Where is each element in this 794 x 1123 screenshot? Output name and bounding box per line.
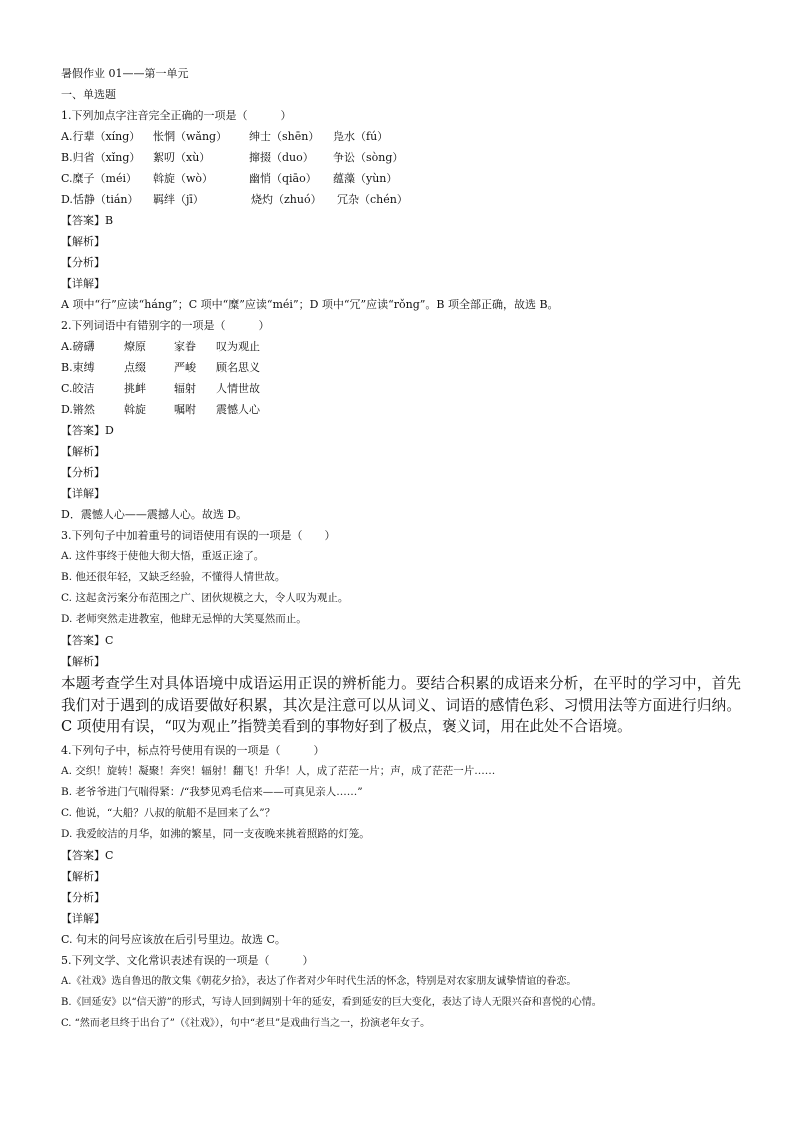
question-2-fenxi-label: 【分析】 bbox=[61, 466, 105, 479]
question-2-option-c: C.皎洁 挑衅 辐射 人情世故 bbox=[61, 382, 260, 395]
question-5-option-a: A.《社戏》选自鲁迅的散文集《朝花夕拾》，表达了作者对少年时代生活的怀念，特别是对农家朋友诚挚情谊的眷恋。 bbox=[61, 975, 577, 987]
question-2-answer: 【答案】D bbox=[61, 424, 114, 437]
question-1-answer: 【答案】B bbox=[61, 214, 114, 227]
question-5-option-b: B.《回延安》以“信天游”的形式，写诗人回到阔别十年的延安，看到延安的巨大变化，表达了诗人无限兴奋和喜悦的心情。 bbox=[61, 996, 602, 1008]
question-4-option-c: C. 他说，“大船？八叔的航船不是回来了么”？ bbox=[61, 806, 276, 819]
question-2-option-d: D.锵然 斡旋 嘱咐 震憾人心 bbox=[61, 403, 260, 416]
question-4-analysis-label: 【解析】 bbox=[61, 869, 105, 883]
question-5-option-c: C. “然而老旦终于出台了”（《社戏》），句中“老旦”是戏曲行当之一，扮演老年女子。 bbox=[61, 1017, 431, 1029]
question-2-detail-label: 【详解】 bbox=[61, 487, 105, 500]
document-content bbox=[61, 63, 741, 1034]
question-4-stem: 4.下列句子中，标点符号使用有误的一项是（ ） bbox=[61, 743, 325, 757]
question-1-fenxi-label: 【分析】 bbox=[61, 256, 105, 269]
section-heading: 一、单选题 bbox=[61, 88, 116, 101]
question-3-answer: 【答案】C bbox=[61, 634, 114, 647]
question-3-option-c: C. 这起贪污案分布范围之广、团伙规模之大，令人叹为观止。 bbox=[61, 592, 349, 604]
assignment-title: 暑假作业 01——第一单元 bbox=[61, 67, 189, 80]
question-2-explanation: D．震憾人心——震撼人心。故选 D。 bbox=[61, 508, 248, 521]
question-1-explanation: A 项中“行”应读“háng”；C 项中“糜”应读“méi”；D 项中“冗”应读“rǒng”。B 项全部正确，故选 B。 bbox=[61, 298, 559, 311]
question-3-option-a: A. 这件事终于使他大彻大悟，重返正途了。 bbox=[61, 550, 265, 562]
question-1-option-a: A.行辈（xíng） 怅惘（wǎng） 绅士（shēn） 凫水（fú） bbox=[61, 130, 389, 143]
question-3-stem: 3.下列句子中加着重号的词语使用有误的一项是（ ） bbox=[61, 529, 336, 542]
question-1-option-c: C.糜子（méi） 斡旋（wò） 幽悄（qiāo） 蕴藻（yùn） bbox=[61, 172, 398, 185]
question-4-fenxi-label: 【分析】 bbox=[61, 890, 105, 904]
question-4-option-b: B. 老爷爷进门气喘得紧：/“我梦见鸡毛信来——可真见亲人……” bbox=[61, 785, 363, 798]
question-1-option-b: B.归省（xǐng） 絮叨（xù） 撺掇（duo） 争讼（sòng） bbox=[61, 151, 404, 164]
question-3-option-d: D. 老师突然走进教室，他肆无忌惮的大笑戛然而止。 bbox=[61, 613, 307, 625]
question-2-option-b: B.束缚 点缀 严峻 顾名思义 bbox=[61, 361, 260, 374]
question-4-detail-label: 【详解】 bbox=[61, 911, 105, 925]
question-1-detail-label: 【详解】 bbox=[61, 277, 105, 290]
question-3-analysis-label: 【解析】 bbox=[61, 655, 105, 668]
question-3-analysis-paragraph: 本题考查学生对具体语境中成语运用正误的辨析能力。要结合积累的成语来分析，在平时的学习中，首先我们对于遇到的成语要做好积累，其次是注意可以从词义、词语的感情色彩、习惯用法等方面进行归纳。C 项使用有误，“叹为观止”指赞美看到的事物好到了极点，褒义词，用在此处不合语境。 bbox=[61, 675, 741, 735]
question-4-option-d: D. 我爱皎洁的月华，如沸的繁星，同一支夜晚来挑着照路的灯笼。 bbox=[61, 827, 370, 840]
question-5-stem: 5.下列文学、文化常识表述有误的一项是（ ） bbox=[61, 953, 314, 967]
question-2-analysis-label: 【解析】 bbox=[61, 445, 105, 458]
question-2-stem: 2.下列词语中有错别字的一项是（ ） bbox=[61, 319, 270, 332]
question-1-stem: 1.下列加点字注音完全正确的一项是（ ） bbox=[61, 109, 292, 122]
question-1-analysis-label: 【解析】 bbox=[61, 235, 105, 248]
question-4-explanation: C. 句末的问号应该放在后引号里边。故选 C。 bbox=[61, 932, 286, 946]
question-4-answer: 【答案】C bbox=[61, 848, 114, 862]
question-3-option-b: B. 他还很年轻，又缺乏经验，不懂得人情世故。 bbox=[61, 571, 286, 583]
question-4-option-a: A. 交织！旋转！凝聚！奔突！辐射！翻飞！升华！人，成了茫茫一片；声，成了茫茫一片…… bbox=[61, 764, 496, 777]
question-1-option-d: D.恬静（tián） 羁绊（jī） 烧灼（zhuó） 冗杂（chén） bbox=[61, 193, 408, 206]
question-2-option-a: A.磅礴 燎原 家眷 叹为观止 bbox=[61, 340, 260, 353]
